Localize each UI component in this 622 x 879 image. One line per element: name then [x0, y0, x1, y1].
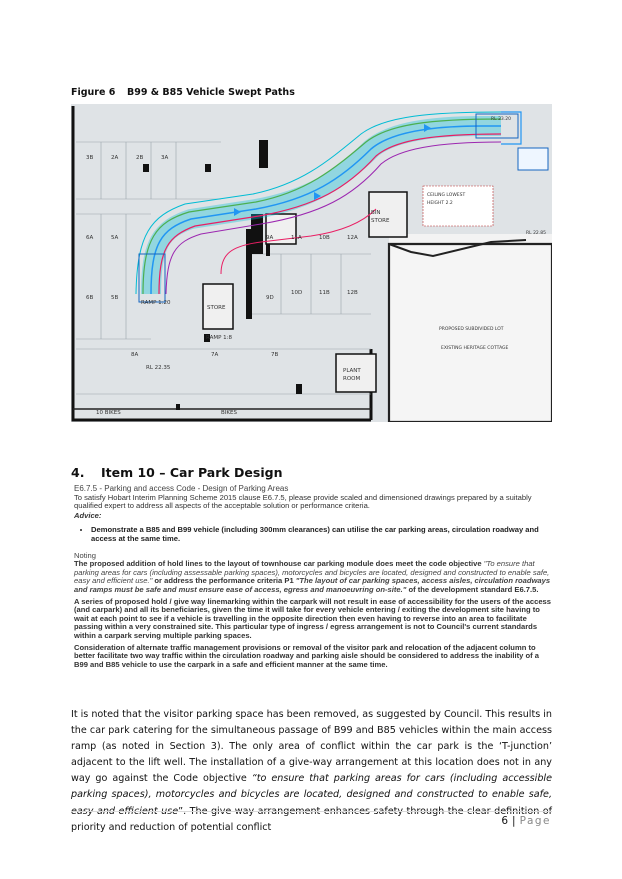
svg-text:12A: 12A: [347, 235, 358, 241]
noting-label: Noting: [74, 550, 96, 560]
code-objective-quote: “to ensure that parking areas for cars (including accessible parking spaces), motorcycles and bicycles are located, designed and constructed to enable safe, easy and efficient use: [71, 773, 552, 817]
body-paragraph: It is noted that the visitor parking space has been removed, as suggested by Council. This results in the car park catering for the simultaneous passage of B99 and B85 vehicles within the main access ramp (as noted in Section 3). The only area of conflict within the car park is the ‘T-junction’ adjacent to the lift well. The installation of a give-way arrangement at this location does not in any way go against the Code objective “to ensure that parking areas for cars (including accessible parking spaces), motorcycles and bicycles are located, designed and constructed to enable safe, easy and efficient use”. The give way arrangement enhances safety through the clear definition of priority and reduction of potential conflict: [71, 709, 553, 833]
svg-text:RL 22.35: RL 22.35: [146, 365, 171, 371]
footer-separator: |: [512, 815, 516, 827]
svg-text:10D: 10D: [291, 290, 303, 296]
svg-text:7B: 7B: [271, 352, 279, 358]
page-number: 6: [501, 815, 509, 827]
section-heading: [71, 465, 282, 480]
svg-text:RL 23.20: RL 23.20: [491, 117, 511, 122]
figure-title: B99 & B85 Vehicle Swept Paths: [127, 87, 295, 98]
svg-text:8A: 8A: [131, 352, 139, 358]
svg-text:STORE: STORE: [371, 218, 390, 224]
svg-text:RAMP 1:8: RAMP 1:8: [206, 335, 233, 341]
svg-text:2B: 2B: [136, 155, 144, 161]
svg-text:ROOM: ROOM: [343, 376, 361, 382]
section-title: Item 10 – Car Park Design: [101, 465, 283, 480]
council-request-extract: [74, 485, 552, 669]
svg-text:6A: 6A: [86, 235, 94, 241]
footer-divider: [71, 811, 552, 812]
svg-text:HEIGHT 2.2: HEIGHT 2.2: [427, 201, 453, 206]
figure-caption: [71, 87, 295, 98]
svg-text:PROPOSED SUBDIVIDED LOT: PROPOSED SUBDIVIDED LOT: [439, 327, 504, 332]
svg-text:BIKES: BIKES: [221, 410, 237, 416]
advice-list: [74, 526, 552, 543]
page-footer: [501, 815, 551, 827]
svg-text:RAMP 1:20: RAMP 1:20: [141, 300, 171, 306]
figure-label: Figure 6: [71, 87, 116, 98]
council-request: To satisfy Hobart Interim Planning Scheme 2015 clause E6.7.5, please provide scaled and dimensioned drawings prepared by a suitably qualified expert to address all aspects of the acceptable solution or performance criteria.: [74, 492, 532, 511]
svg-text:5B: 5B: [111, 295, 119, 301]
svg-text:11B: 11B: [319, 290, 330, 296]
svg-text:9A: 9A: [266, 235, 274, 241]
advice-item: • Demonstrate a B85 and B99 vehicle (including 300mm clearances) can utilise the car parking areas, circulation roadway and access at the same time.: [91, 526, 552, 543]
noting-paragraph-3: Consideration of alternate traffic management provisions or removal of the visitor park and relocation of the adjacent column to better facilitate two way traffic within the circulation roadway and parking aisle should be considered to address the inability of a B99 and B85 vehicle to use the carpark in a safe and efficient manner at the same time.: [74, 642, 540, 669]
svg-text:10B: 10B: [319, 235, 330, 241]
svg-text:9D: 9D: [266, 295, 274, 301]
svg-text:12B: 12B: [347, 290, 358, 296]
svg-text:RL 22.85: RL 22.85: [526, 231, 546, 236]
noting-paragraph-2: A series of proposed hold / give way linemarking within the carpark will not result in ease of accessibility for the users of the access (and carpark) and all its beneficiaries, given the time it will take for every vehicle entering / exiting the development site having to wait at each point to see if a vehicle is travelling in the opposite direction then even having to reverse into an area to facilitate passing within a very constrained site. This particular type of ingress / egress arrangement is not to Council's current standards within a carpark serving multiple parking spaces.: [74, 596, 552, 640]
svg-text:2A: 2A: [111, 155, 119, 161]
advice-label: Advice:: [74, 510, 102, 520]
svg-text:7A: 7A: [211, 352, 219, 358]
code-title: E6.7.5 - Parking and access Code - Design of Parking Areas: [74, 484, 289, 493]
noting-paragraph-1: The proposed addition of hold lines to the layout of townhouse car parking module does meet the code objective "To ensure that parking areas for cars (including assessable parking spaces), motorcycles and bicycles are located, designed and constructed to enable safe, easy and efficient use." or address the performance criteria P1 "The layout of car parking spaces, access aisles, circulation roadways and ramps must be safe and must ensure ease of access, egress and manoeuvring on-site." of the development standard E6.7.5.: [74, 559, 551, 594]
svg-text:6B: 6B: [86, 295, 94, 301]
svg-text:3A: 3A: [161, 155, 169, 161]
svg-text:10 BIKES: 10 BIKES: [96, 410, 121, 416]
svg-text:STORE: STORE: [207, 305, 226, 311]
svg-text:5A: 5A: [111, 235, 119, 241]
space-label: 3B: [86, 155, 94, 161]
svg-text:PLANT: PLANT: [343, 368, 361, 374]
svg-text:BIN: BIN: [371, 210, 381, 216]
svg-text:11A: 11A: [291, 235, 302, 241]
page-label: Page: [519, 815, 551, 827]
svg-text:CEILING LOWEST: CEILING LOWEST: [427, 193, 466, 198]
svg-text:EXISTING HERITAGE COTTAGE: EXISTING HERITAGE COTTAGE: [441, 346, 509, 351]
section-number: 4.: [71, 465, 85, 480]
swept-path-drawing: [71, 104, 552, 422]
